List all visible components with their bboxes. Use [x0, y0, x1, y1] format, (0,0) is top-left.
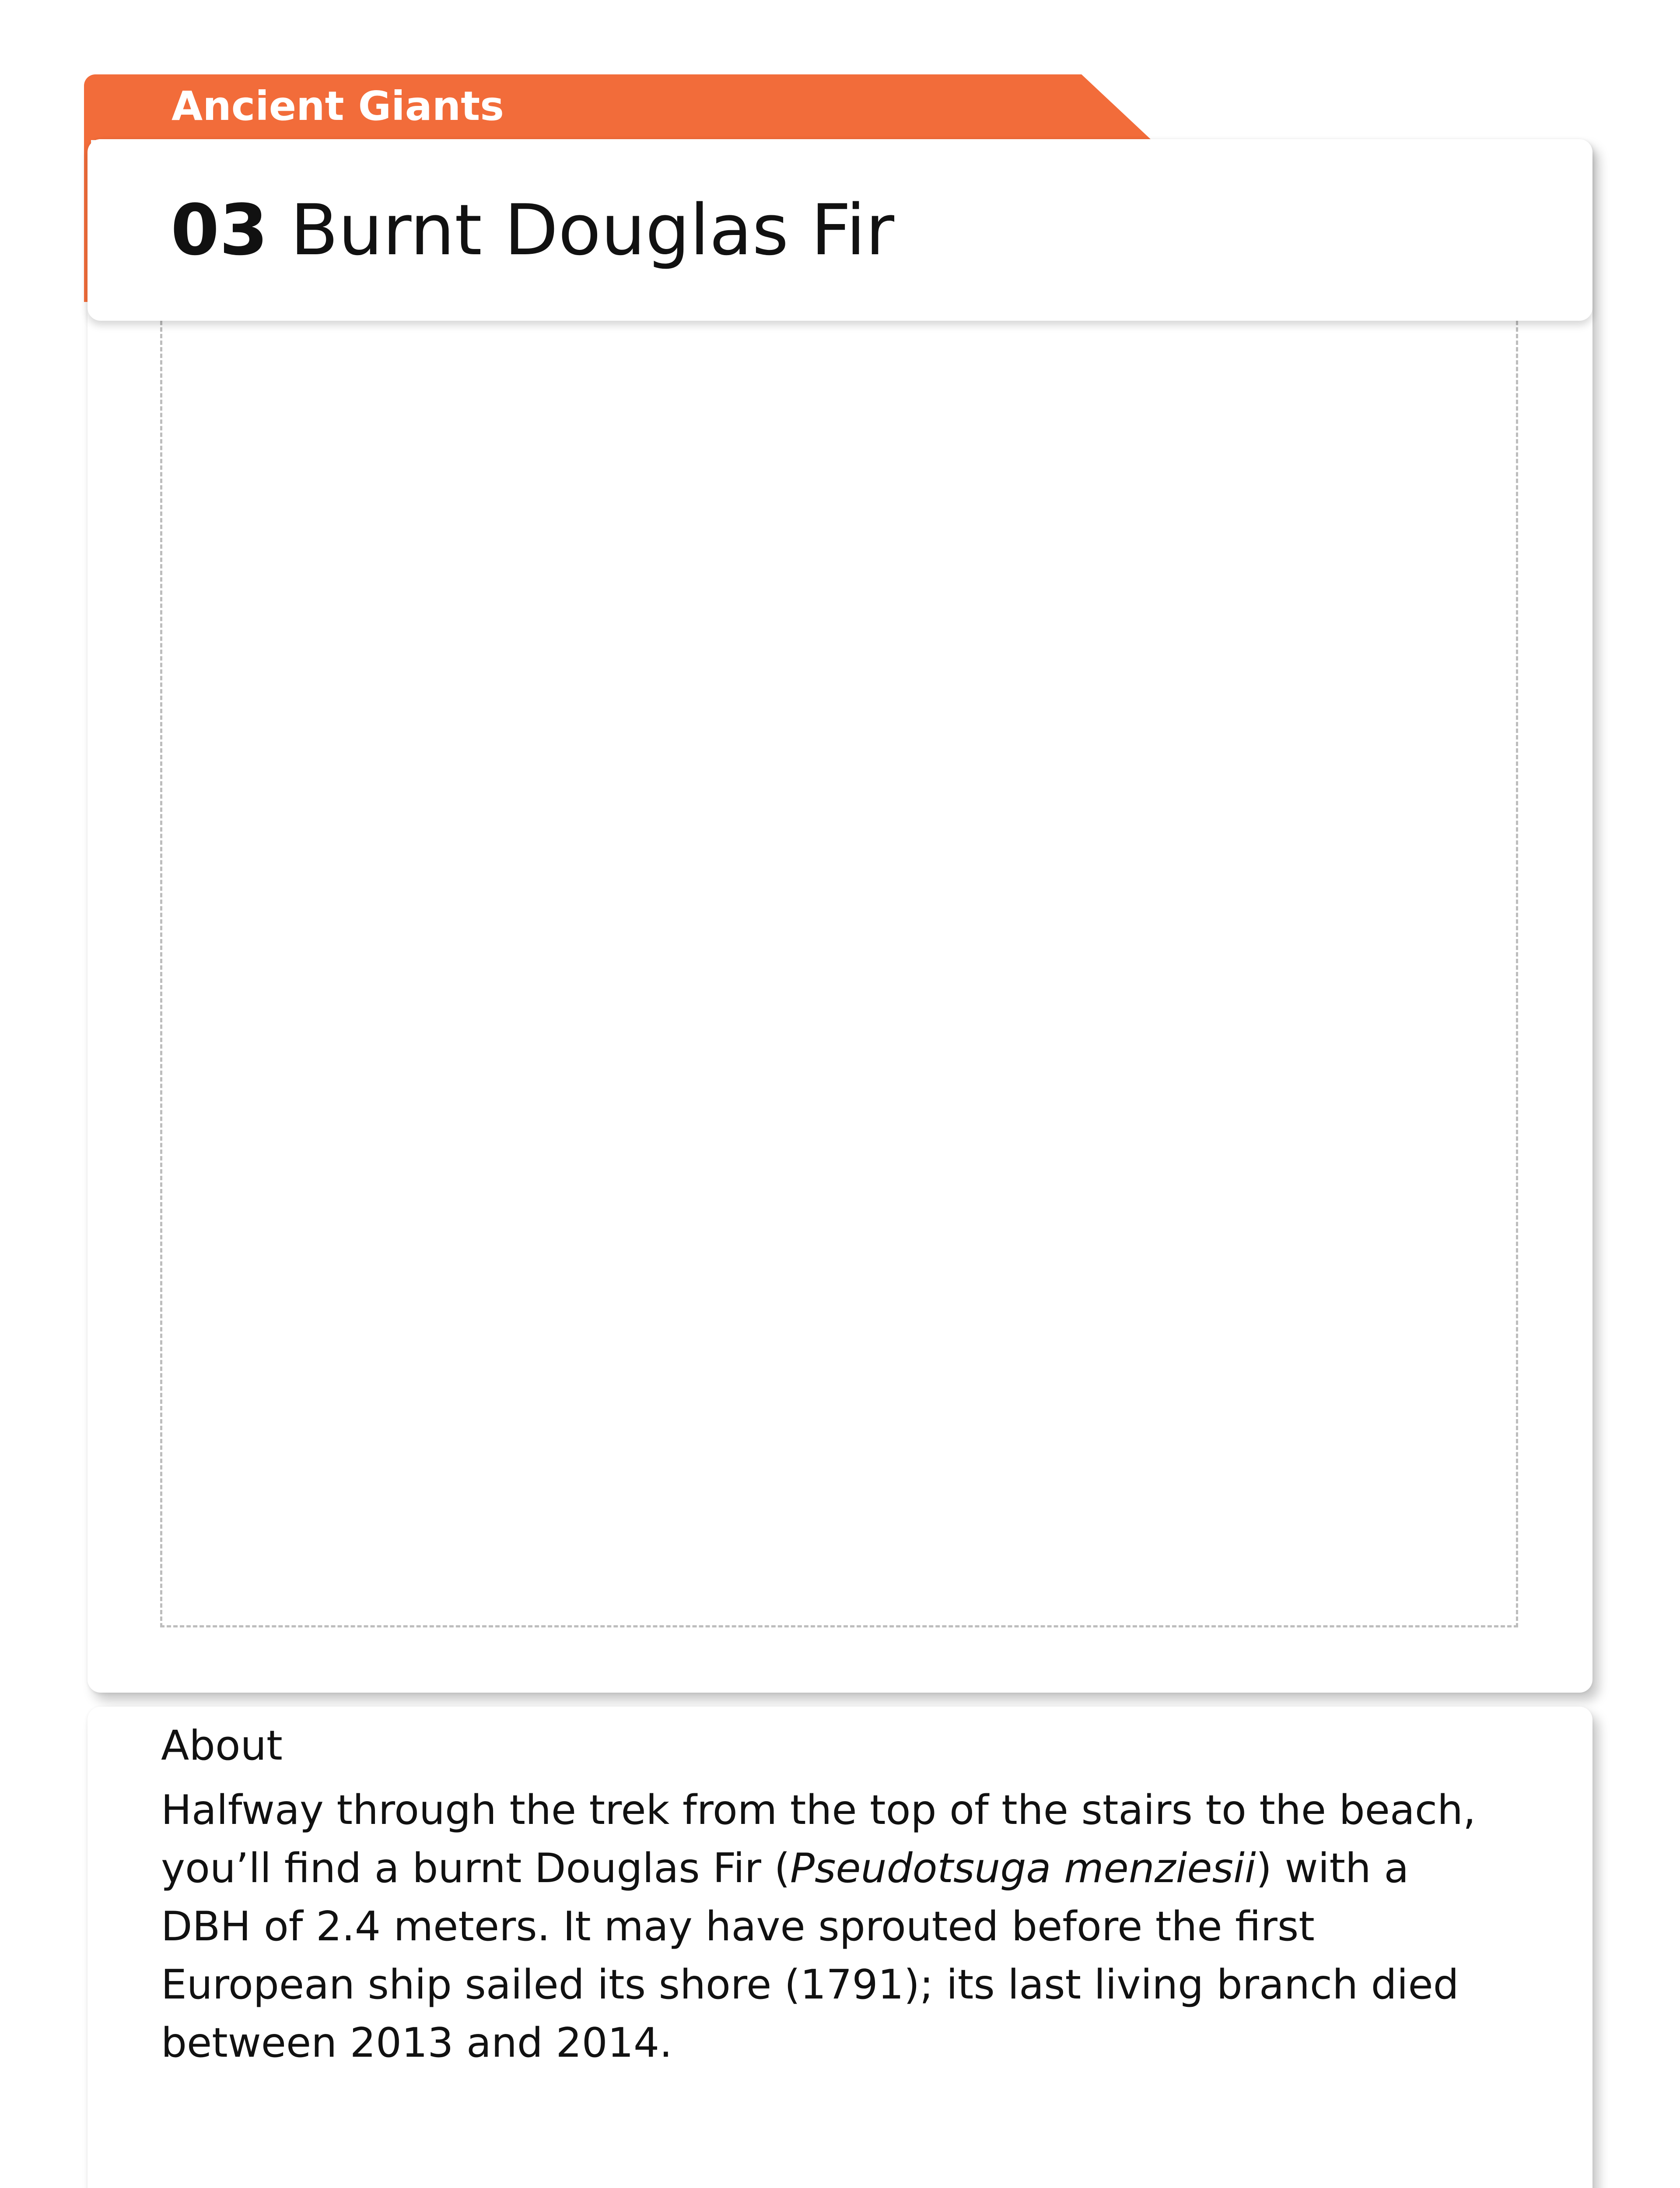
about-text-start: Halfway through the trek from the top of the stairs to the beach, you’ll find a burnt Douglas Fir (	[161, 1786, 1476, 1892]
about-heading: About	[161, 1722, 283, 1770]
about-text	[161, 1781, 1500, 2072]
category-label: Ancient Giants	[172, 83, 504, 130]
page-title	[171, 139, 894, 321]
item-number: 03	[171, 189, 268, 271]
image-placeholder	[160, 321, 1518, 1627]
scientific-name: Pseudotsuga menziesii	[790, 1844, 1256, 1892]
about-text-end: ) with a DBH of 2.4 meters. It may have sprouted before the first European ship sailed its shore (1791); its last living branch died between 2013 and 2014.	[161, 1844, 1459, 2066]
title-bar	[88, 139, 1592, 321]
item-title: Burnt Douglas Fir	[290, 189, 895, 271]
